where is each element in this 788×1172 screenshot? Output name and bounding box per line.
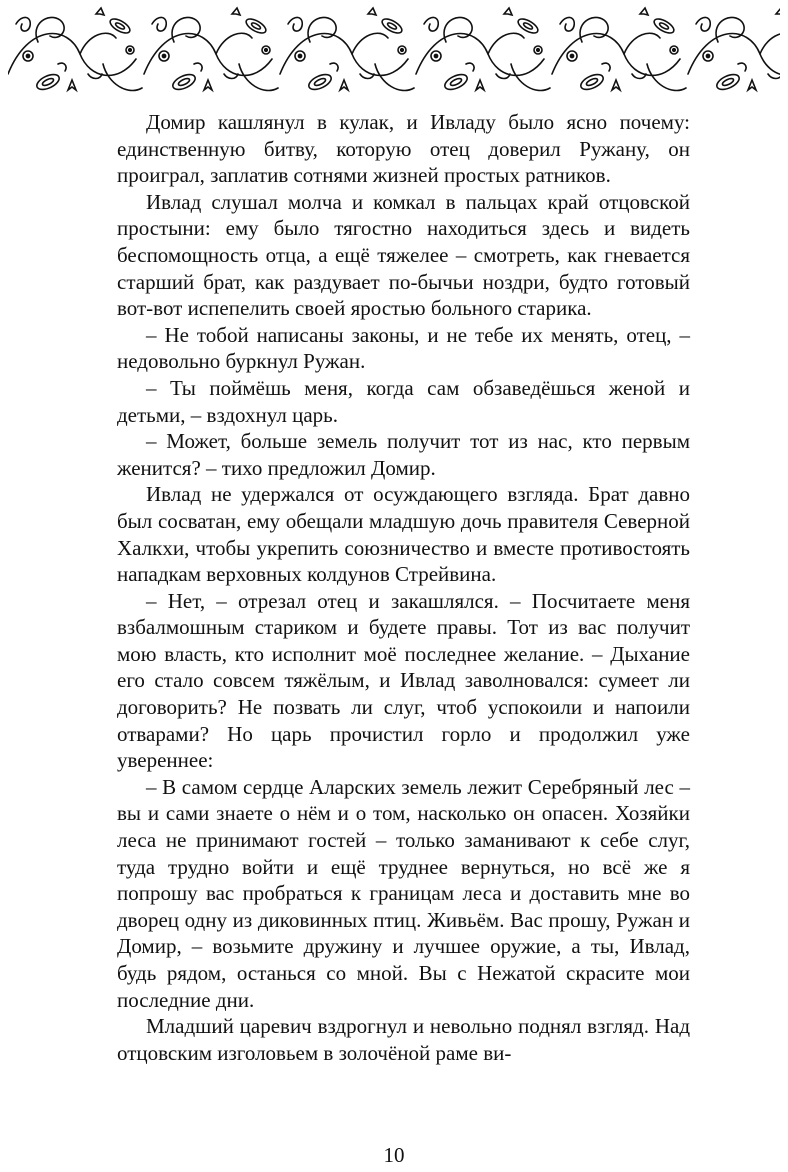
page-number: 10 <box>383 1143 405 1167</box>
body-text <box>117 109 690 1066</box>
paragraph: Ивлад слушал молча и комкал в пальцах край отцовской простыни: ему было тягостно находиться здесь и видеть беспомощность отца, а ещё тяжелее – смотреть, как гневается старший брат, как раздувает по-бычьи ноздри, будто готовый вот-вот испепелить своей яростью больного старика. <box>117 189 690 321</box>
paragraph: – Не тобой написаны законы, и не тебе их менять, отец, – недовольно буркнул Ружан. <box>117 322 690 374</box>
paragraph: – В самом сердце Аларских земель лежит Серебряный лес – вы и сами знаете о нём и о том, насколько он опасен. Хозяйки леса не принимают гостей – только заманивают к себе слуг, туда трудно войти и ещё труднее вернуться, но всё же я попрошу вас пробраться к границам леса и доставить мне во дворец одну из диковинных птиц. Живьём. Вас прошу, Ружан и Домир, – возьмите дружину и лучшее оружие, а ты, Ивлад, будь рядом, останься со мной. Вы с Нежатой скрасите мои последние дни. <box>117 774 690 1012</box>
floral-vine-border-icon <box>8 4 780 104</box>
paragraph: Младший царевич вздрогнул и невольно поднял взгляд. Над отцовским изголовьем в золочёной раме ви- <box>117 1014 690 1065</box>
paragraph: Домир кашлянул в кулак, и Ивладу было ясно почему: единственную битву, которую отец доверил Ружану, он проиграл, заплатив сотнями жизней простых ратников. <box>117 110 690 188</box>
paragraph: Ивлад не удержался от осуждающего взгляда. Брат давно был сосватан, ему обещали младшую дочь правителя Северной Халкхи, чтобы укрепить союзничество и вместе противостоять нападкам верховных колдунов Стрейвина. <box>117 482 690 587</box>
paragraph: – Нет, – отрезал отец и закашлялся. – Посчитаете меня взбалмошным стариком и будете правы. Тот из вас получит мою власть, кто исполнит моё последнее желание. – Дыхание его стало совсем тяжёлым, и Ивлад заволновался: сумеет ли договорить? Не позвать ли слуг, чтоб успокоили и напоили отварами? Но царь прочистил горло и продолжил уже увереннее: <box>117 588 690 773</box>
paragraph: – Может, больше земель получит тот из нас, кто первым женится? – тихо предложил Домир. <box>117 429 690 480</box>
paragraph: – Ты поймёшь меня, когда сам обзаведёшься женой и детьми, – вздохнул царь. <box>117 375 690 427</box>
